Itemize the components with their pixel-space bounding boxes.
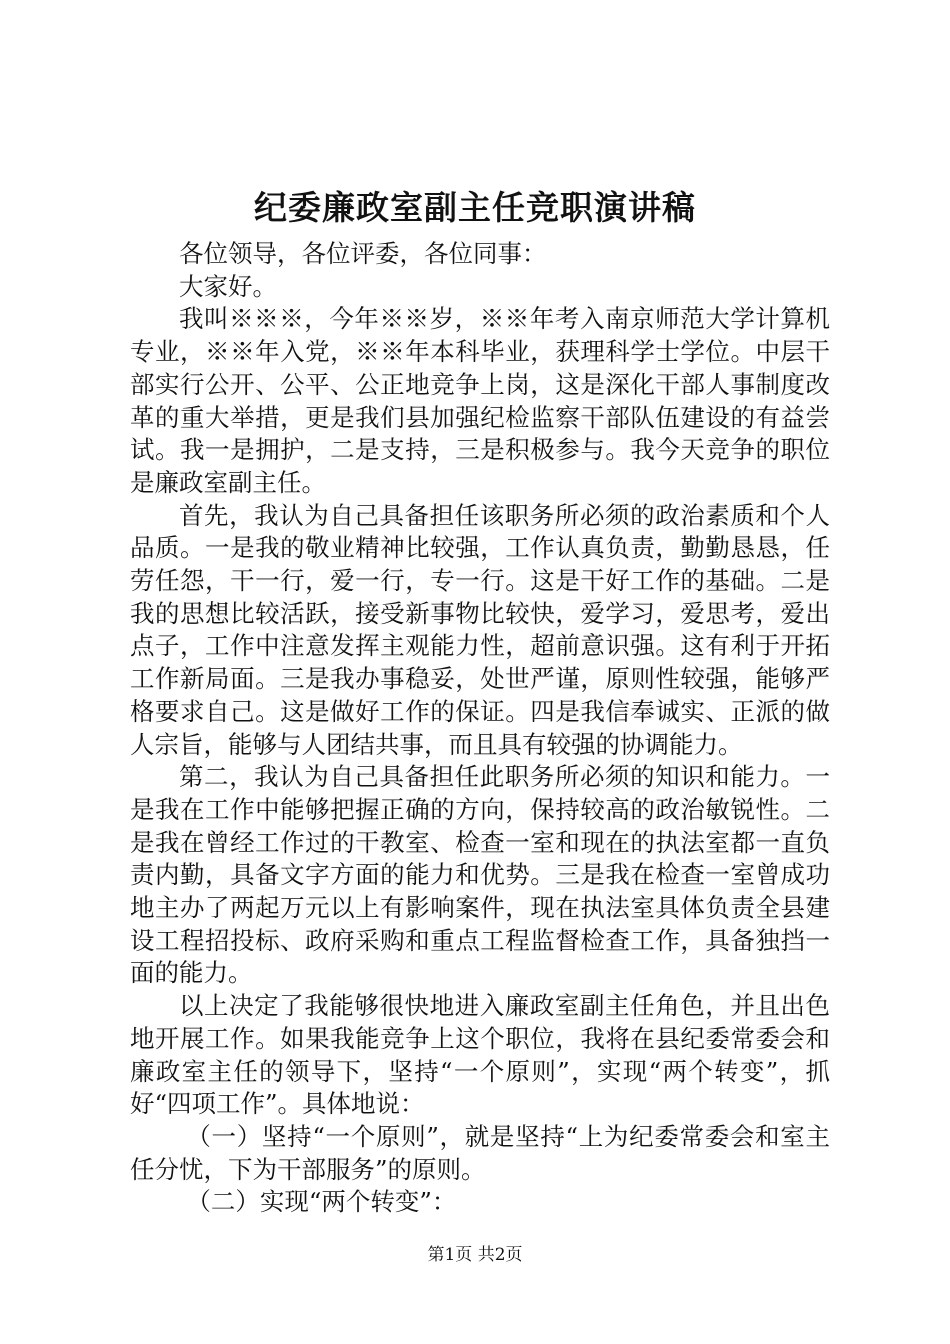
page-footer: 第1页 共2页 — [427, 1245, 523, 1265]
paragraph-introduction: 我叫※※※，今年※※岁，※※年考入南京师范大学计算机专业，※※年入党，※※年本科毕业，获理科学士学位。中层干部实行公开、公平、公正地竞争上岗，这是深化干部人事制度改革的重大举措，更是我们县加强纪检监察干部队伍建设的有益尝试。我一是拥护，二是支持，三是积极参与。我今天竞争的职位是廉政室副主任。 — [130, 304, 830, 497]
paragraph-item-one: （一）坚持“一个原则”，就是坚持“上为纪委常委会和室主任分忧，下为干部服务”的原则。 — [130, 1121, 830, 1184]
paragraph-greeting: 各位领导，各位评委，各位同事： — [179, 239, 547, 268]
paragraph-item-two: （二）实现“两个转变”： — [186, 1187, 457, 1217]
paragraph-plan: 以上决定了我能够很快地进入廉政室副主任角色，并且出色地开展工作。如果我能竞争上这个职位，我将在县纪委常委会和廉政室主任的领导下，坚持“一个原则”，实现“两个转变”，抓好“四项工作”。具体地说： — [130, 991, 830, 1119]
document-title: 纪委廉政室副主任竞职演讲稿 — [254, 188, 696, 227]
paragraph-hello: 大家好。 — [179, 271, 277, 301]
document-body — [130, 238, 830, 1219]
paragraph-knowledge-ability: 第二，我认为自己具备担任此职务所必须的知识和能力。一是我在工作中能够把握正确的方向，保持较高的政治敏锐性。二是我在曾经工作过的干教室、检查一室和现在的执法室都一直负责内勤，具备文字方面的能力和优势。三是我在检查一室曾成功地主办了两起万元以上有影响案件，现在执法室具体负责全县建设工程招投标、政府采购和重点工程监督检查工作，具备独挡一面的能力。 — [130, 762, 830, 988]
paragraph-political-quality: 首先，我认为自己具备担任该职务所必须的政治素质和个人品质。一是我的敬业精神比较强，工作认真负责，勤勤恳恳，任劳任怨，干一行，爱一行，专一行。这是干好工作的基础。二是我的思想比较活跃，接受新事物比较快，爱学习，爱思考，爱出点子，工作中注意发挥主观能力性，超前意识强。这有利于开拓工作新局面。三是我办事稳妥，处世严谨，原则性较强，能够严格要求自己。这是做好工作的保证。四是我信奉诚实、正派的做人宗旨，能够与人团结共事，而且具有较强的协调能力。 — [130, 500, 830, 759]
